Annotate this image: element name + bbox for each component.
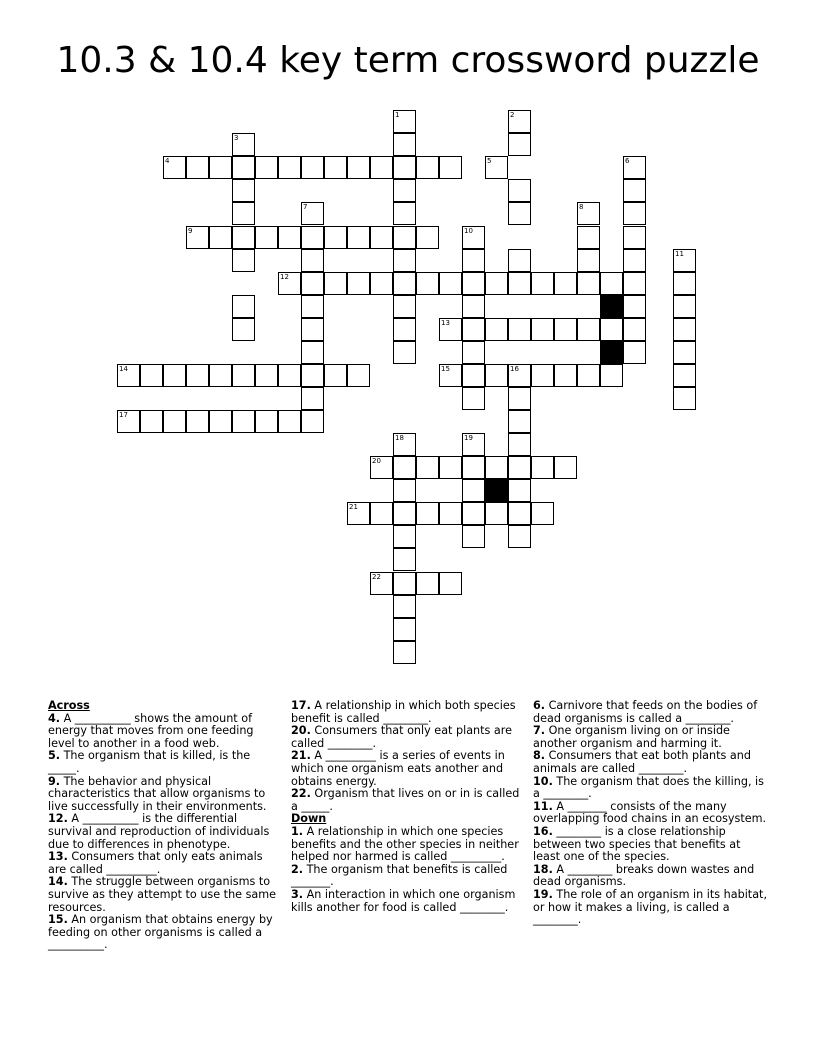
crossword-cell[interactable] [462,249,485,272]
crossword-cell[interactable] [255,156,278,179]
crossword-cell[interactable] [301,387,324,410]
crossword-cell[interactable] [232,295,255,318]
crossword-cell[interactable] [485,156,508,179]
down-clue [533,776,768,801]
clue-text: The organism that benefits is called _______. [291,862,508,889]
clue-number: 14 [119,365,128,373]
crossword-cell[interactable] [485,318,508,341]
clue-number: 4 [165,157,170,165]
clue-num: 14. [48,875,68,889]
crossword-cell[interactable] [393,572,416,595]
across-clue [291,788,525,813]
crossword-cell[interactable] [278,272,301,295]
crossword-cell[interactable] [255,364,278,387]
crossword-cell[interactable] [673,272,696,295]
down-clue [533,889,768,927]
down-clue [533,826,768,864]
crossword-cell[interactable] [673,364,696,387]
clue-num: 17. [291,699,311,712]
crossword-cell[interactable] [485,272,508,295]
clue-text: Consumers that only eats animals are called _________. [48,850,263,876]
crossword-cell[interactable] [577,226,600,249]
crossword-cell[interactable] [531,364,554,387]
clue-text: Consumers that only eat plants are called ________. [291,724,513,750]
crossword-cell[interactable] [508,133,531,156]
crossword-cell[interactable] [186,226,209,249]
crossword-cell[interactable] [393,110,416,133]
crossword-cell[interactable] [577,364,600,387]
crossword-cell[interactable] [393,156,416,179]
section-heading: Across [48,699,90,712]
clue-num: 1. [291,824,304,838]
clue-text: One organism living on or inside another organism and harming it. [533,724,730,750]
crossword-cell[interactable] [324,272,347,295]
clue-text: Organism that lives on or in is called a _____. [291,787,520,813]
clue-num: 18. [533,862,553,876]
across-clue [48,813,278,851]
crossword-block [485,479,508,502]
crossword-cell[interactable] [393,433,416,456]
crossword-cell[interactable] [232,364,255,387]
crossword-cell[interactable] [347,226,370,249]
clue-number: 3 [234,134,239,142]
crossword-cell[interactable] [370,502,393,525]
clue-num: 10. [533,774,553,788]
crossword-cell[interactable] [186,364,209,387]
clue-text: An organism that obtains energy by feeding on other organisms is called a __________. [48,913,273,952]
clue-number: 6 [625,157,630,165]
crossword-cell[interactable] [393,595,416,618]
crossword-cell[interactable] [301,295,324,318]
crossword-cell[interactable] [623,202,646,225]
crossword-cell[interactable] [508,410,531,433]
clue-text: A _______ consists of the many overlapping food chains in an ecosystem. [533,799,767,826]
crossword-cell[interactable] [393,133,416,156]
clue-number: 9 [188,227,193,235]
crossword-cell[interactable] [439,364,462,387]
clue-text: A relationship in which one species benefits and the other species in neither helped nor harmed is called _________. [291,824,519,864]
crossword-cell[interactable] [232,133,255,156]
crossword-cell[interactable] [324,226,347,249]
crossword-cell[interactable] [232,249,255,272]
crossword-cell[interactable] [462,479,485,502]
crossword-cell[interactable] [370,156,393,179]
clue-number: 2 [510,111,515,119]
crossword-cell[interactable] [393,341,416,364]
across-clue [48,914,278,952]
clue-number: 18 [395,434,404,442]
crossword-cell[interactable] [416,572,439,595]
crossword-cell[interactable] [508,479,531,502]
crossword-cell[interactable] [232,318,255,341]
across-clue [48,876,278,914]
crossword-cell[interactable] [393,548,416,571]
crossword-cell[interactable] [301,410,324,433]
crossword-cell[interactable] [393,272,416,295]
clue-num: 2. [291,862,304,876]
crossword-cell[interactable] [301,272,324,295]
clue-num: 8. [533,749,546,763]
crossword-cell[interactable] [393,618,416,641]
crossword-cell[interactable] [232,410,255,433]
crossword-cell[interactable] [462,456,485,479]
crossword-cell[interactable] [393,318,416,341]
crossword-cell[interactable] [439,272,462,295]
crossword-cell[interactable] [347,156,370,179]
crossword-cell[interactable] [531,272,554,295]
clue-number: 7 [303,203,308,211]
clue-number: 5 [487,157,492,165]
clue-num: 19. [533,887,553,901]
crossword-cell[interactable] [508,502,531,525]
crossword-cell[interactable] [508,364,531,387]
crossword-cell[interactable] [370,272,393,295]
clue-column-3 [533,700,768,927]
clue-number: 16 [510,365,519,373]
crossword-cell[interactable] [117,410,140,433]
crossword-cell[interactable] [255,226,278,249]
across-clue [48,713,278,751]
clue-number: 21 [349,503,358,511]
crossword-cell[interactable] [163,156,186,179]
crossword-cell[interactable] [623,295,646,318]
clue-num: 9. [48,774,61,788]
clue-text: A ________ breaks down wastes and dead organisms. [533,862,755,889]
crossword-cell[interactable] [347,364,370,387]
crossword-cell[interactable] [301,226,324,249]
crossword-cell[interactable] [232,226,255,249]
down-clue [291,889,525,914]
clue-text: The role of an organism in its habitat, or how it makes a living, is called a ________. [533,887,767,927]
crossword-cell[interactable] [209,410,232,433]
clue-num: 21. [291,749,311,763]
clue-number: 17 [119,411,128,419]
clue-number: 10 [464,227,473,235]
clue-num: 22. [291,787,311,801]
crossword-cell[interactable] [416,226,439,249]
crossword-cell[interactable] [416,456,439,479]
crossword-cell[interactable] [462,387,485,410]
crossword-cell[interactable] [232,156,255,179]
clue-number: 1 [395,111,400,119]
crossword-cell[interactable] [508,202,531,225]
crossword-cell[interactable] [370,456,393,479]
down-clue [533,725,768,750]
crossword-cell[interactable] [485,502,508,525]
crossword-cell[interactable] [439,502,462,525]
crossword-cell[interactable] [232,179,255,202]
crossword-cell[interactable] [508,387,531,410]
clue-text: The organism that is killed, is the _____. [48,749,251,775]
across-clue [291,725,525,750]
crossword-cell[interactable] [140,364,163,387]
crossword-cell[interactable] [278,410,301,433]
clue-text: The behavior and physical characteristics that allow organisms to live successfully in their environments. [48,774,267,813]
crossword-cell[interactable] [577,202,600,225]
crossword-cell[interactable] [140,410,163,433]
crossword-cell[interactable] [462,226,485,249]
crossword-cell[interactable] [554,364,577,387]
crossword-cell[interactable] [439,318,462,341]
crossword-cell[interactable] [370,572,393,595]
crossword-cell[interactable] [508,272,531,295]
crossword-cell[interactable] [393,479,416,502]
crossword-cell[interactable] [508,179,531,202]
clue-num: 6. [533,699,546,712]
crossword-cell[interactable] [673,295,696,318]
crossword-cell[interactable] [347,272,370,295]
crossword-cell[interactable] [393,502,416,525]
crossword-cell[interactable] [393,456,416,479]
clue-number: 12 [280,273,289,281]
crossword-cell[interactable] [531,502,554,525]
clue-num: 7. [533,724,546,738]
crossword-cell[interactable] [623,226,646,249]
clue-text: Carnivore that feeds on the bodies of dead organisms is called a ________. [533,699,758,725]
crossword-cell[interactable] [186,410,209,433]
clue-text: An interaction in which one organism kills another for food is called ________. [291,887,516,914]
crossword-cell[interactable] [393,226,416,249]
crossword-cell[interactable] [508,433,531,456]
clue-num: 15. [48,913,68,927]
page-title: 10.3 & 10.4 key term crossword puzzle [56,40,760,81]
crossword-cell[interactable] [393,525,416,548]
crossword-cell[interactable] [324,156,347,179]
crossword-cell[interactable] [416,272,439,295]
crossword-cell[interactable] [508,110,531,133]
crossword-cell[interactable] [485,364,508,387]
crossword-cell[interactable] [301,341,324,364]
crossword-cell[interactable] [163,410,186,433]
down-clue [533,801,768,826]
crossword-cell[interactable] [508,318,531,341]
crossword-cell[interactable] [462,364,485,387]
clue-num: 11. [533,799,553,813]
crossword-cell[interactable] [531,456,554,479]
crossword-block [600,295,623,318]
clue-column-2 [291,700,525,914]
clue-text: A relationship in which both species benefit is called ________. [291,699,516,725]
crossword-cell[interactable] [673,341,696,364]
down-clue [533,864,768,889]
clue-text: The organism that does the killing, is a ________. [533,774,764,801]
crossword-cell[interactable] [301,156,324,179]
crossword-cell[interactable] [623,249,646,272]
crossword-cell[interactable] [301,318,324,341]
crossword-cell[interactable] [439,572,462,595]
crossword-cell[interactable] [531,318,554,341]
clue-text: A __________ is the differential survival and reproduction of individuals due to differences in phenotype. [48,812,270,851]
crossword-cell[interactable] [301,202,324,225]
crossword-cell[interactable] [393,249,416,272]
clue-number: 8 [579,203,584,211]
crossword-cell[interactable] [324,364,347,387]
crossword-cell[interactable] [508,249,531,272]
clue-num: 16. [533,824,553,838]
crossword-cell[interactable] [623,272,646,295]
crossword-cell[interactable] [393,202,416,225]
crossword-cell[interactable] [462,272,485,295]
across-clue [291,700,525,725]
crossword-cell[interactable] [278,226,301,249]
crossword-cell[interactable] [623,156,646,179]
crossword-cell[interactable] [301,249,324,272]
clue-num: 20. [291,724,311,738]
crossword-cell[interactable] [462,433,485,456]
down-clue [291,864,525,889]
crossword-cell[interactable] [416,156,439,179]
down-clue [291,826,525,864]
clue-num: 5. [48,749,61,763]
crossword-cell[interactable] [554,456,577,479]
crossword-cell[interactable] [232,202,255,225]
crossword-cell[interactable] [623,318,646,341]
clue-num: 4. [48,711,61,725]
clue-text: ________ is a close relationship between two species that benefits at least one of the species. [533,824,741,864]
clue-num: 3. [291,887,304,901]
crossword-cell[interactable] [600,364,623,387]
crossword-cell[interactable] [301,364,324,387]
clue-text: The struggle between organisms to survive as they attempt to use the same resources. [48,875,277,914]
crossword-cell[interactable] [278,156,301,179]
crossword-cell[interactable] [577,318,600,341]
crossword-cell[interactable] [439,456,462,479]
clue-number: 22 [372,573,381,581]
crossword-cell[interactable] [554,272,577,295]
clue-text: A __________ shows the amount of energy that moves from one feeding level to another in a food web. [48,711,254,750]
crossword-cell[interactable] [278,364,301,387]
crossword-cell[interactable] [416,502,439,525]
crossword-cell[interactable] [485,456,508,479]
crossword-cell[interactable] [623,341,646,364]
crossword-cell[interactable] [209,226,232,249]
clue-num: 12. [48,812,68,826]
crossword-cell[interactable] [462,341,485,364]
crossword-cell[interactable] [600,272,623,295]
crossword-cell[interactable] [462,318,485,341]
crossword-cell[interactable] [508,525,531,548]
crossword-block [600,341,623,364]
crossword-cell[interactable] [393,179,416,202]
down-clue [533,700,768,725]
crossword-cell[interactable] [577,272,600,295]
clue-text: Consumers that eat both plants and animals are called ________. [533,749,751,775]
clue-number: 20 [372,457,381,465]
crossword-cell[interactable] [209,364,232,387]
across-clue [48,750,278,775]
down-clue [533,750,768,775]
clue-number: 19 [464,434,473,442]
crossword-cell[interactable] [347,502,370,525]
crossword-cell[interactable] [462,525,485,548]
crossword-cell[interactable] [393,641,416,664]
crossword-cell[interactable] [577,249,600,272]
clue-number: 13 [441,319,450,327]
crossword-cell[interactable] [163,364,186,387]
across-clue [291,750,525,788]
crossword-cell[interactable] [554,318,577,341]
clue-number: 15 [441,365,450,373]
crossword-cell[interactable] [393,295,416,318]
crossword-cell[interactable] [673,387,696,410]
crossword-cell[interactable] [209,156,232,179]
crossword-cell[interactable] [623,179,646,202]
clue-text: A _________ is a series of events in which one organism eats another and obtains energy. [291,749,505,788]
crossword-cell[interactable] [370,226,393,249]
across-clue [48,776,278,814]
crossword-cell[interactable] [673,249,696,272]
crossword-cell[interactable] [600,318,623,341]
across-clue [48,851,278,876]
clue-column-1 [48,700,278,952]
crossword-cell[interactable] [186,156,209,179]
crossword-cell[interactable] [255,410,278,433]
crossword-cell[interactable] [439,156,462,179]
crossword-cell[interactable] [117,364,140,387]
crossword-cell[interactable] [462,295,485,318]
crossword-cell[interactable] [462,502,485,525]
clue-num: 13. [48,850,68,864]
section-heading: Down [291,812,327,826]
crossword-cell[interactable] [673,318,696,341]
clue-number: 11 [675,250,684,258]
crossword-cell[interactable] [508,456,531,479]
